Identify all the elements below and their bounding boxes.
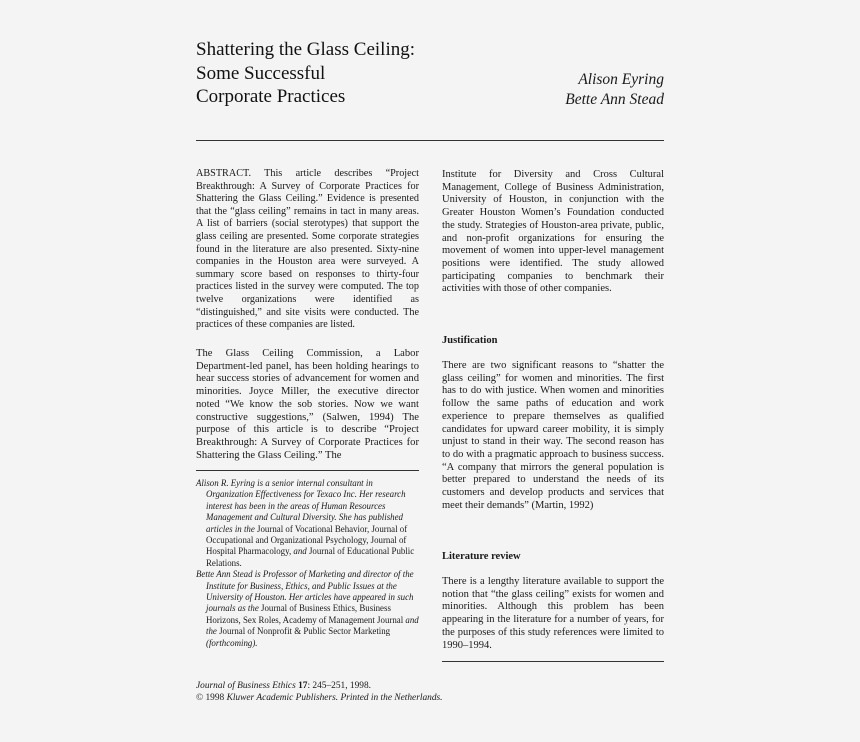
author-list	[565, 70, 664, 109]
note-stead	[196, 569, 419, 649]
page-footer	[196, 680, 443, 704]
paragraph-text: Institute for Diversity and Cross Cultural Management, College of Business Administration, University of Houston, in conjunction with the Greater Houston Women’s Foundation conducted the study. Strategies of Houston-area private, public, and non-profit organizations for ensuring the movement of women into upper-level management positions were identified. The study allowed participating companies to benchmark their activities with those of other companies.	[442, 169, 664, 295]
article-title	[196, 38, 415, 109]
author-notes	[196, 478, 419, 649]
title-line-3: Corporate Practices	[196, 86, 346, 107]
note-journals: Journal of Vocational Behavior, Journal of Occupational and Organizational Psychology, Journal of Hospital Pharmacology,	[206, 523, 408, 557]
note-eyring	[196, 478, 419, 569]
abstract-text: ABSTRACT. This article describes “Project Breakthrough: A Survey of Corporate Practices for Shattering the Glass Ceiling.” Evidence is presented that the “glass ceiling” remains in tact in many areas. A list of barriers (social sterotypes) that support the glass ceiling are presented. Some corporate strategies found in the literature are also presented. Sixty-nine companies in the Houston area were surveyed. A summary score based on responses to thirty-four practices listed in the survey were computed. The top twelve organizations were identified as “distinguished,” and site visits were conducted. The practices of these companies are listed.	[196, 168, 419, 331]
section-heading-literature: Literature review	[442, 551, 521, 562]
paragraph-text: There are two significant reasons to “shatter the glass ceiling” for women and minorities. The first has to do with justice. When women and minorities follow the same paths of education and work experience to prepare themselves as qualified candidates for upward career mobility, it is simply unjust to stand in their way. The second reason has to do with a pragmatic approach to business success. “A company that mirrors the general population is better prepared to understand the needs of its customers and develop products and services that meet their demands” (Martin, 1992)	[442, 360, 664, 511]
footnote-rule	[196, 470, 419, 471]
title-line-2: Some Successful	[196, 62, 326, 84]
right-column-paragraph	[442, 169, 664, 296]
title-line-1: Shattering the Glass Ceiling:	[196, 39, 416, 60]
introduction	[196, 348, 419, 462]
header-rule	[196, 140, 664, 141]
note-journals: Journal of Educational Public Relations.	[206, 546, 415, 568]
author-name: Alison Eyring	[578, 71, 664, 88]
literature-section	[442, 576, 664, 652]
abstract	[196, 168, 419, 332]
intro-text: The Glass Ceiling Commission, a Labor Department-led panel, has been holding hearings to hear success stories of advancement for women and minorities. Joyce Miller, the executive director noted “We know the sob stories. Now we want constructive suggestions,” (Salwen, 1994) The purpose of this article is to describe “Project Breakthrough: A Survey of Corporate Practices for Shattering the Glass Ceiling.” The	[196, 348, 419, 461]
paragraph-text: There is a lengthy literature available to support the notion that “the glass ceiling” exists for women and minorities. Although this problem has been appearing in the literature for a number of years, for the purposes of this study references were limited to 1990–1994.	[442, 576, 664, 651]
copyright-year: © 1998	[196, 693, 225, 703]
publisher: Kluwer Academic Publishers. Printed in the Netherlands.	[226, 693, 443, 703]
justification-section	[442, 360, 664, 512]
journal-citation	[196, 680, 443, 692]
note-text: and	[293, 546, 307, 557]
journal-pages: : 245–251, 1998.	[307, 681, 371, 691]
note-text: Bette Ann Stead is Professor of Marketing and director of the Institute for Business, Ethics, and Public Issues at the University of Houston. Her articles have appeared in such journals as the	[196, 569, 414, 614]
footer-rule	[442, 661, 664, 662]
section-heading-justification: Justification	[442, 335, 498, 346]
journal-volume: 17	[298, 681, 308, 691]
note-text: and the	[206, 614, 419, 637]
copyright	[196, 692, 443, 704]
author-name: Bette Ann Stead	[565, 90, 664, 108]
note-journals: Journal of Nonprofit & Public Sector Marketing	[219, 626, 391, 637]
note-journals: Journal of Business Ethics, Business Horizons, Sex Roles, Academy of Management Journal	[206, 603, 404, 625]
note-text: (forthcoming).	[206, 637, 258, 648]
journal-name: Journal of Business Ethics	[196, 681, 296, 691]
note-text: Alison R. Eyring is a senior internal consultant in Organization Effectiveness for Texaco Inc. Her research interest has been in the areas of Human Resources Management and Cultural Diversity. She has published articles in the	[196, 478, 406, 534]
